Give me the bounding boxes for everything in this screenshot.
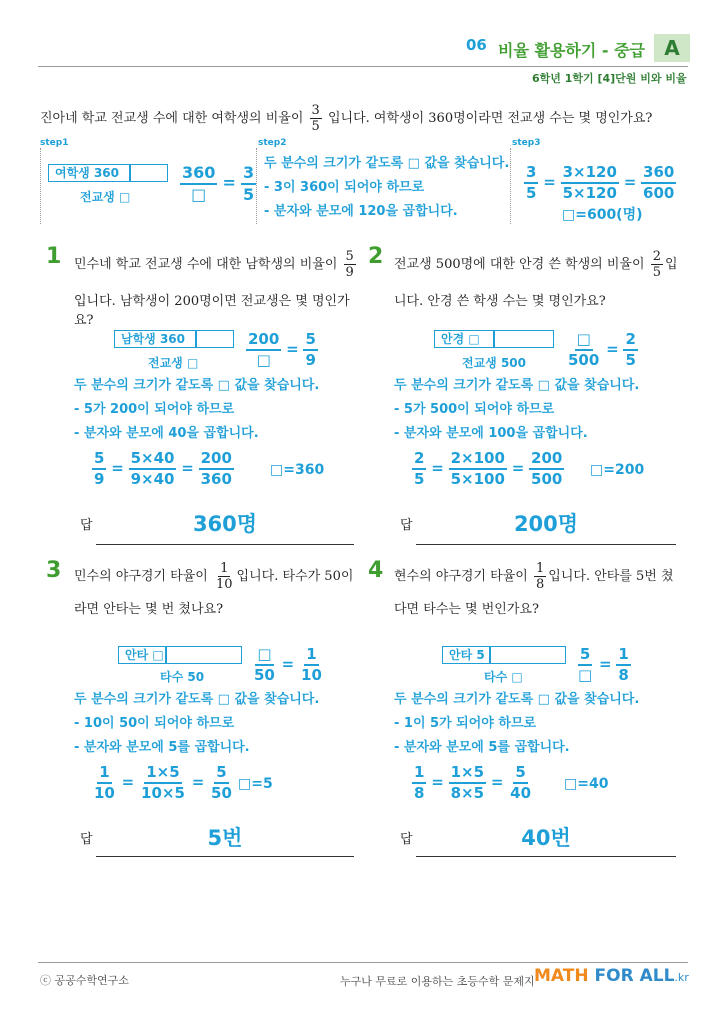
problem-2-bar-bottom: 전교생 500: [462, 356, 527, 370]
problem-3-question-line2: 라면 안타는 몇 번 쳤나요?: [74, 602, 224, 617]
step1-label: step1: [40, 138, 69, 148]
example-bar: 여학생 360: [48, 164, 168, 182]
problem-3-bar-bottom: 타수 50: [160, 670, 205, 684]
example-question: 진아네 학교 전교생 수에 대한 여학생의 비율이 $\frac{3}{5}$ 입니다. 여학생이 360명이라면 전교생 수는 몇 명인가요?: [40, 103, 653, 134]
problem-1-bar: 남학생 360: [114, 330, 234, 348]
problem-4-equation: 5 □ = $\frac{1}{8}$: [578, 645, 629, 684]
footer-tagline: 누구나 무료로 이용하는 초등수학 문제지: [340, 975, 535, 988]
example-step2: 두 분수의 크기가 같도록 □ 값을 찾습니다. - 3이 360이 되어야 하므로 - 분자와 분모에 120을 곱합니다.: [264, 156, 510, 219]
problem-1-result: □=360: [270, 462, 325, 478]
problem-4-answer: 40번: [521, 826, 571, 850]
problem-2-answer-label: 답: [400, 518, 413, 533]
problem-1-bar-bottom: 전교생 □: [148, 356, 199, 370]
problem-1-equation: 200 □ = $\frac{5}{9}$: [248, 330, 316, 369]
problem-1-answer-label: 답: [80, 518, 93, 533]
problem-4-answer-label: 답: [400, 832, 413, 847]
example-result: □=600(명): [562, 207, 643, 223]
problem-2-question-line1: 전교생 500명에 대한 안경 쓴 학생의 비율이 $\frac{2}{5}$ 입: [394, 249, 678, 280]
footer-copyright: ⓒ 공공수학연구소: [40, 974, 129, 987]
problem-4-bar: 안타 5: [442, 646, 566, 664]
problem-3-equation: □ 50 = $\frac{1}{10}$: [254, 645, 322, 684]
problem-3-result: □=5: [238, 776, 273, 792]
problem-4-question-line2: 다면 타수는 몇 번인가요?: [394, 602, 539, 617]
example-step3-equation: $\frac{3}{5}$ = $\frac{3\times 120}{5\times 120}$ = $\frac{360}{600}$: [526, 163, 675, 202]
problem-3-answer: 5번: [207, 826, 243, 850]
level-badge: A: [654, 34, 690, 62]
problem-1-question-line2: 입니다. 남학생이 200명이면 전교생은 몇 명인가요?: [74, 294, 350, 328]
problem-1-explanation: 두 분수의 크기가 같도록 □ 값을 찾습니다. - 5가 200이 되어야 하므로 - 분자와 분모에 40을 곱합니다.: [74, 378, 320, 441]
unit-subtitle: 6학년 1학기 [4]단원 비와 비율: [532, 72, 687, 85]
problem-2-answer: 200명: [513, 512, 579, 536]
problem-1-number: 1: [46, 244, 62, 269]
problem-3-explanation: 두 분수의 크기가 같도록 □ 값을 찾습니다. - 10이 50이 되어야 하므로 - 분자와 분모에 5를 곱합니다.: [74, 692, 320, 755]
header-divider: [38, 66, 688, 67]
footer-brand: MATH FOR ALL.kr: [534, 966, 689, 986]
problem-2-question-line2: 니다. 안경 쓴 학생 수는 몇 명인가요?: [394, 294, 606, 309]
step3-label: step3: [512, 138, 541, 148]
problem-1-calculation: $\frac{5}{9}$ = $\frac{5\times 40}{9\times 40}$ = $\frac{200}{360}$: [94, 449, 232, 488]
problem-4-number: 4: [368, 558, 384, 583]
example-equation: 360 □ = $\frac{3}{5}$: [182, 163, 255, 204]
problem-4-bar-bottom: 타수 □: [484, 670, 523, 684]
problem-4-result: □=40: [564, 776, 609, 792]
example-bar-bottom: 전교생 □: [80, 190, 131, 204]
problem-3-calculation: $\frac{1}{10}$ = $\frac{1\times 5}{10\times 5}$ = $\frac{5}{50}$: [94, 763, 232, 802]
unit-number: 06: [466, 36, 487, 54]
problem-4-calculation: $\frac{1}{8}$ = $\frac{1\times 5}{8\times 5}$ = $\frac{5}{40}$: [414, 763, 532, 802]
problem-3-answer-label: 답: [80, 832, 93, 847]
problem-2-result: □=200: [590, 462, 645, 478]
problem-4-explanation: 두 분수의 크기가 같도록 □ 값을 찾습니다. - 1이 5가 되어야 하므로 - 분자와 분모에 5를 곱합니다.: [394, 692, 640, 755]
problem-2-explanation: 두 분수의 크기가 같도록 □ 값을 찾습니다. - 5가 500이 되어야 하므로 - 분자와 분모에 100을 곱합니다.: [394, 378, 640, 441]
problem-3-number: 3: [46, 558, 62, 583]
problem-2-equation: □ 500 = $\frac{2}{5}$: [568, 330, 636, 369]
footer-divider: [38, 962, 688, 963]
problem-1-question-line1: 민수네 학교 전교생 수에 대한 남학생의 비율이 $\frac{5}{9}$: [74, 249, 354, 280]
problem-1-answer: 360명: [192, 512, 258, 536]
page-title: 비율 활용하기 - 중급: [498, 41, 645, 60]
step2-label: step2: [258, 138, 287, 148]
problem-4-question-line1: 현수의 야구경기 타율이 $\frac{1}{8}$ 입니다. 안타를 5번 쳤: [394, 561, 674, 592]
problem-2-number: 2: [368, 244, 384, 269]
problem-3-question-line1: 민수의 야구경기 타율이 $\frac{1}{10}$ 입니다. 타수가 50이: [74, 561, 354, 592]
problem-2-calculation: $\frac{2}{5}$ = $\frac{2\times 100}{5\times 100}$ = $\frac{200}{500}$: [414, 449, 563, 488]
problem-2-bar: 안경 □: [434, 330, 554, 348]
problem-3-bar: 안타 □: [118, 646, 242, 664]
